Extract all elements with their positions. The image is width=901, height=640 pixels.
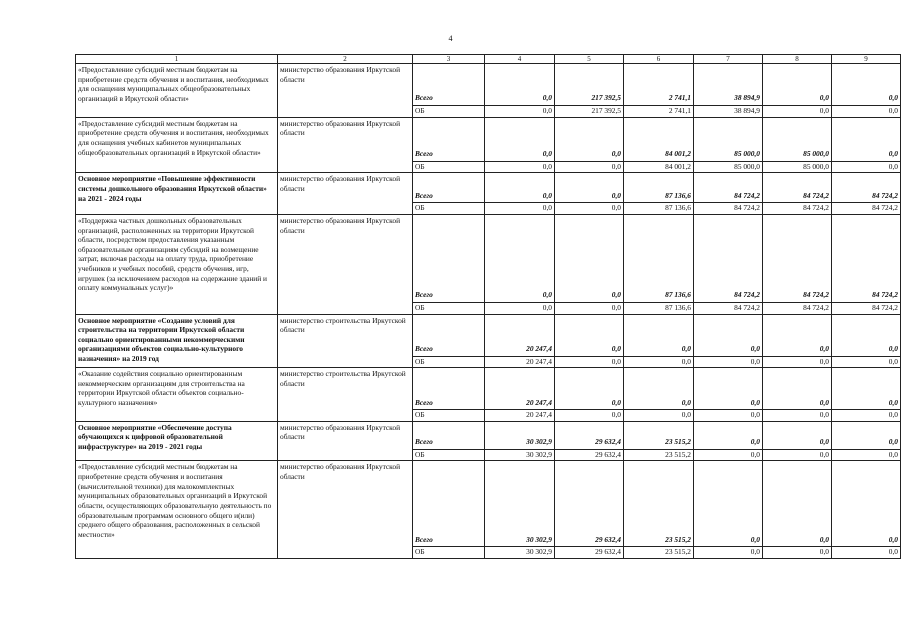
- amount-cell: 84 724,2: [832, 214, 901, 302]
- column-number: 4: [485, 55, 555, 64]
- amount-cell: 0,0: [832, 117, 901, 161]
- column-number: 3: [413, 55, 485, 64]
- amount-cell: 0,0: [763, 314, 832, 356]
- amount-cell: 20 247,4: [485, 356, 555, 368]
- amount-cell: 0,0: [694, 410, 763, 422]
- amount-cell: 0,0: [485, 161, 555, 173]
- amount-cell: 0,0: [694, 421, 763, 449]
- amount-cell: 2 741,1: [624, 106, 694, 118]
- amount-cell: 23 515,2: [624, 547, 694, 559]
- amount-cell: 0,0: [832, 461, 901, 547]
- amount-cell: 0,0: [555, 356, 624, 368]
- amount-cell: 0,0: [485, 106, 555, 118]
- amount-cell: 0,0: [555, 161, 624, 173]
- responsible-executor: министерство строительства Иркутской области: [278, 368, 413, 422]
- amount-cell: 0,0: [485, 173, 555, 203]
- budget-table: [75, 54, 901, 559]
- funding-source: Всего: [413, 461, 485, 547]
- amount-cell: 85 000,0: [763, 117, 832, 161]
- amount-cell: 0,0: [832, 368, 901, 410]
- amount-cell: 0,0: [694, 547, 763, 559]
- amount-cell: 0,0: [832, 410, 901, 422]
- table-row: [76, 368, 901, 410]
- amount-cell: 84 724,2: [832, 173, 901, 203]
- amount-cell: 0,0: [485, 214, 555, 302]
- amount-cell: 0,0: [694, 356, 763, 368]
- amount-cell: 30 302,9: [485, 461, 555, 547]
- amount-cell: 38 894,9: [694, 106, 763, 118]
- amount-cell: 0,0: [694, 461, 763, 547]
- amount-cell: 217 392,5: [555, 106, 624, 118]
- amount-cell: 0,0: [555, 314, 624, 356]
- amount-cell: 30 302,9: [485, 449, 555, 461]
- column-number-header: [76, 55, 901, 64]
- responsible-executor: министерство образования Иркутской области: [278, 173, 413, 215]
- funding-source: ОБ: [413, 410, 485, 422]
- amount-cell: 29 632,4: [555, 449, 624, 461]
- funding-source: ОБ: [413, 356, 485, 368]
- funding-source: ОБ: [413, 302, 485, 314]
- amount-cell: 0,0: [555, 203, 624, 215]
- funding-source: Всего: [413, 314, 485, 356]
- amount-cell: 29 632,4: [555, 461, 624, 547]
- amount-cell: 0,0: [555, 117, 624, 161]
- amount-cell: 0,0: [763, 64, 832, 106]
- amount-cell: 0,0: [763, 421, 832, 449]
- responsible-executor: министерство образования Иркутской области: [278, 421, 413, 461]
- column-number: 6: [624, 55, 694, 64]
- amount-cell: 0,0: [832, 449, 901, 461]
- table-row: [76, 64, 901, 106]
- amount-cell: 84 724,2: [763, 203, 832, 215]
- table-row: [76, 461, 901, 547]
- amount-cell: 0,0: [763, 106, 832, 118]
- funding-source: ОБ: [413, 203, 485, 215]
- column-number: 7: [694, 55, 763, 64]
- amount-cell: 0,0: [763, 410, 832, 422]
- amount-cell: 0,0: [763, 368, 832, 410]
- amount-cell: 0,0: [832, 421, 901, 449]
- responsible-executor: министерство образования Иркутской области: [278, 214, 413, 314]
- amount-cell: 0,0: [624, 368, 694, 410]
- amount-cell: 85 000,0: [694, 117, 763, 161]
- amount-cell: 84 001,2: [624, 117, 694, 161]
- amount-cell: 0,0: [624, 314, 694, 356]
- table-row: [76, 214, 901, 302]
- funding-source: Всего: [413, 421, 485, 449]
- amount-cell: 84 724,2: [763, 214, 832, 302]
- table-row: [76, 117, 901, 161]
- amount-cell: 23 515,2: [624, 421, 694, 449]
- activity-description: «Оказание содействия социально ориентированным некоммерческим организациям для строительства на территории Иркутской области объектов социально-культурного назначения»: [76, 368, 278, 422]
- funding-source: Всего: [413, 64, 485, 106]
- funding-source: Всего: [413, 368, 485, 410]
- column-number: 9: [832, 55, 901, 64]
- funding-source: ОБ: [413, 449, 485, 461]
- amount-cell: 0,0: [832, 161, 901, 173]
- amount-cell: 0,0: [832, 356, 901, 368]
- amount-cell: 0,0: [694, 368, 763, 410]
- amount-cell: 29 632,4: [555, 547, 624, 559]
- amount-cell: 87 136,6: [624, 214, 694, 302]
- funding-source: ОБ: [413, 161, 485, 173]
- amount-cell: 0,0: [763, 547, 832, 559]
- table-row: [76, 421, 901, 449]
- activity-description: Основное мероприятие «Обеспечение доступа обучающихся к цифровой образовательной инфраструктуре» на 2019 - 2021 годы: [76, 421, 278, 461]
- page-number: 4: [448, 34, 453, 43]
- table-row: [76, 173, 901, 203]
- amount-cell: 0,0: [832, 64, 901, 106]
- amount-cell: 0,0: [485, 302, 555, 314]
- amount-cell: 84 001,2: [624, 161, 694, 173]
- amount-cell: 85 000,0: [763, 161, 832, 173]
- funding-source: Всего: [413, 117, 485, 161]
- amount-cell: 23 515,2: [624, 461, 694, 547]
- amount-cell: 20 247,4: [485, 314, 555, 356]
- amount-cell: 0,0: [485, 203, 555, 215]
- amount-cell: 0,0: [485, 117, 555, 161]
- responsible-executor: министерство образования Иркутской области: [278, 64, 413, 118]
- funding-source: ОБ: [413, 547, 485, 559]
- activity-description: Основное мероприятие «Повышение эффективности системы дошкольного образования Иркутской области» на 2021 - 2024 годы: [76, 173, 278, 215]
- amount-cell: 20 247,4: [485, 410, 555, 422]
- amount-cell: 84 724,2: [763, 302, 832, 314]
- column-number: 1: [76, 55, 278, 64]
- amount-cell: 84 724,2: [763, 173, 832, 203]
- amount-cell: 0,0: [763, 449, 832, 461]
- amount-cell: 0,0: [694, 449, 763, 461]
- amount-cell: 2 741,1: [624, 64, 694, 106]
- activity-description: «Поддержка частных дошкольных образовательных организаций, расположенных на территории Иркутской области, посредством предоставления указанным образовательным организациям субсидий на возмещение затрат, включая расходы на оплату труда, приобретение учебников и учебных пособий, средств обучения, игр, игрушек (за исключением расходов на содержание зданий и оплату коммунальных услуг)»: [76, 214, 278, 314]
- amount-cell: 84 724,2: [694, 173, 763, 203]
- amount-cell: 0,0: [624, 356, 694, 368]
- amount-cell: 0,0: [694, 314, 763, 356]
- amount-cell: 30 302,9: [485, 421, 555, 449]
- funding-source: Всего: [413, 214, 485, 302]
- activity-description: «Предоставление субсидий местным бюджетам на приобретение средств обучения и воспитания, необходимых для оснащения учебных кабинетов муниципальных общеобразовательных организаций в Иркутской области»: [76, 117, 278, 173]
- activity-description: Основное мероприятие «Создание условий для строительства на территории Иркутской области социально ориентированными некоммерческими организациями объектов социально-культурного назначения» на 2019 год: [76, 314, 278, 368]
- amount-cell: 84 724,2: [694, 302, 763, 314]
- amount-cell: 0,0: [555, 368, 624, 410]
- amount-cell: 38 894,9: [694, 64, 763, 106]
- responsible-executor: министерство образования Иркутской области: [278, 117, 413, 173]
- amount-cell: 84 724,2: [694, 203, 763, 215]
- amount-cell: 29 632,4: [555, 421, 624, 449]
- amount-cell: 84 724,2: [694, 214, 763, 302]
- amount-cell: 87 136,6: [624, 203, 694, 215]
- amount-cell: 30 302,9: [485, 547, 555, 559]
- responsible-executor: министерство строительства Иркутской области: [278, 314, 413, 368]
- amount-cell: 0,0: [555, 302, 624, 314]
- funding-source: ОБ: [413, 106, 485, 118]
- table-row: [76, 314, 901, 356]
- amount-cell: 0,0: [832, 314, 901, 356]
- amount-cell: 0,0: [555, 214, 624, 302]
- amount-cell: 0,0: [555, 173, 624, 203]
- amount-cell: 217 392,5: [555, 64, 624, 106]
- amount-cell: 0,0: [624, 410, 694, 422]
- activity-description: «Предоставление субсидий местным бюджетам на приобретение средств обучения и воспитания, необходимых для оснащения муниципальных общеобразовательных организаций в Иркутской области»: [76, 64, 278, 118]
- amount-cell: 87 136,6: [624, 173, 694, 203]
- amount-cell: 87 136,6: [624, 302, 694, 314]
- amount-cell: 0,0: [763, 356, 832, 368]
- amount-cell: 23 515,2: [624, 449, 694, 461]
- table-body: [76, 64, 901, 559]
- amount-cell: 0,0: [555, 410, 624, 422]
- amount-cell: 84 724,2: [832, 203, 901, 215]
- funding-source: Всего: [413, 173, 485, 203]
- column-number: 5: [555, 55, 624, 64]
- amount-cell: 0,0: [832, 547, 901, 559]
- amount-cell: 0,0: [832, 106, 901, 118]
- amount-cell: 0,0: [485, 64, 555, 106]
- column-number: 2: [278, 55, 413, 64]
- amount-cell: 0,0: [763, 461, 832, 547]
- responsible-executor: министерство образования Иркутской области: [278, 461, 413, 559]
- column-number: 8: [763, 55, 832, 64]
- activity-description: «Предоставление субсидий местным бюджетам на приобретение средств обучения и воспитания (вычислительной техники) для малокомплектных муниципальных образовательных организаций в Иркутской области, осуществляющих образовательную деятельность по образовательным программам основного общего и(или) среднего общего образования, расположенных в сельской местности»: [76, 461, 278, 559]
- amount-cell: 85 000,0: [694, 161, 763, 173]
- amount-cell: 20 247,4: [485, 368, 555, 410]
- amount-cell: 84 724,2: [832, 302, 901, 314]
